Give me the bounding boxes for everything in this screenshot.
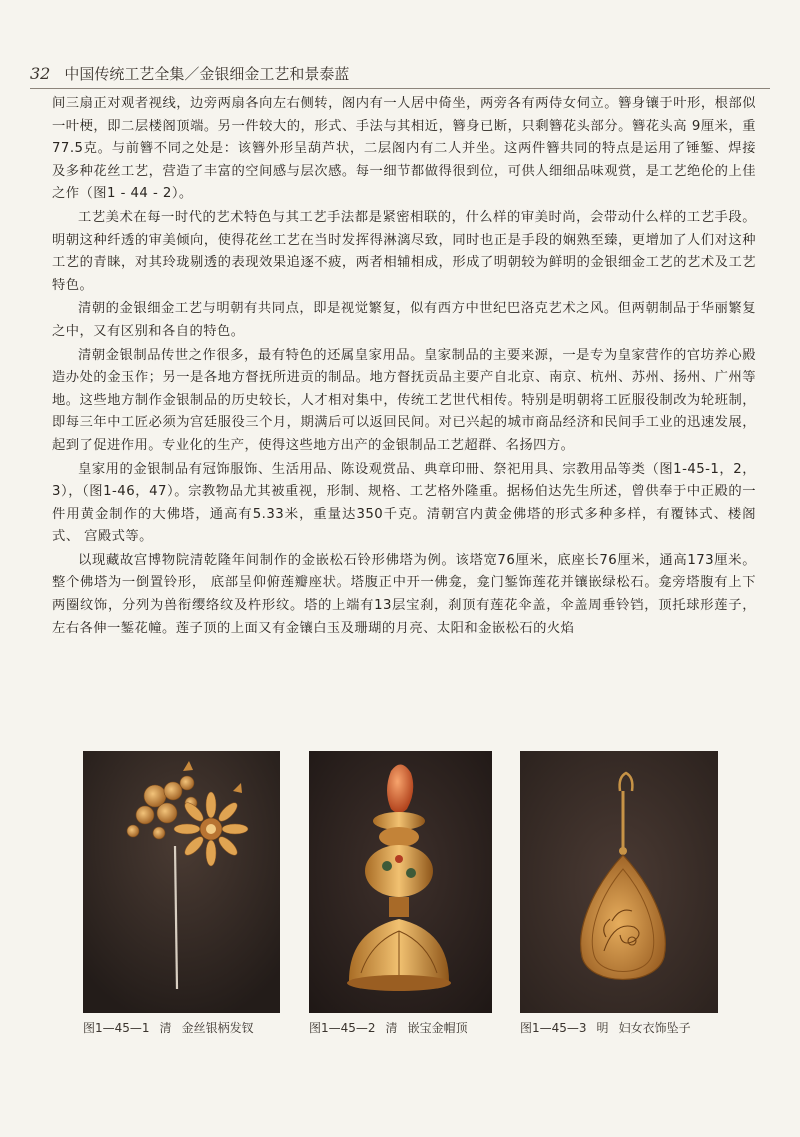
caption-2-dynasty: 清 (385, 1021, 398, 1035)
figure-photo-pendant (520, 751, 718, 1013)
caption-3-dynasty: 明 (596, 1021, 609, 1035)
caption-1-dynasty: 清 (159, 1021, 172, 1035)
caption-2-id: 图1—45—2 (309, 1021, 376, 1035)
caption-3-title: 妇女衣饰坠子 (618, 1021, 691, 1035)
paragraph-3: 清朝的金银细金工艺与明朝有共同点，即是视觉繁复，似有西方中世纪巴洛克艺术之风。但两朝制品于华丽繁复之中，又有区别和各自的特色。 (52, 301, 756, 339)
hairpin-illustration (83, 751, 280, 1013)
page-number: 32 (30, 64, 51, 83)
caption-1-title: 金丝银柄发钗 (181, 1021, 254, 1035)
paragraph-5: 皇家用的金银制品有冠饰服饰、生活用品、陈设观赏品、典章印冊、祭祀用具、宗教用品等类（图1-45-1，2，3），（图1-46，47）。宗教物品尤其被重视，形制、规格、工艺格外隆重。据杨伯达先生所述，曾供奉于中正殿的一件用黄金制作的大佛塔，通高有5.33米，重量达350千克。清朝宫内黄金佛塔的形式多种多样，有覆钵式、楼阁式、 宫殿式等。 (52, 461, 756, 545)
body-text (52, 93, 756, 640)
header-rule (30, 88, 770, 89)
paragraph-2: 工艺美术在每一时代的艺术特色与其工艺手法都是紧密相联的，什么样的审美时尚，会带动什么样的工艺手段。明朝这种纤透的审美倾向，使得花丝工艺在当时发挥得淋漓尽致，同时也正是手段的娴熟至臻，更增加了人们对这种工艺的青睐，对其玲珑剔透的表现效果追逐不疲，两者相辅相成，形成了明朝较为鲜明的金银细金工艺的艺术及工艺特色。 (52, 209, 756, 293)
caption-figure-1 (83, 1020, 264, 1036)
paragraph-1: 间三扇正对观者视线，边旁两扇各向左右侧转，阁内有一人居中倚坐，两旁各有两侍女伺立。簪身镶于叶形，根部似一叶梗，即二层楼阁顶端。另一件较大的，形式、手法与其相近，簪身已断，只剩簪花头部分。簪花头高 9厘米，重77.5克。与前簪不同之处是：该簪外形呈葫芦状，二层阁内有二人并坐。这两件簪共同的特点是运用了锤錾、焊接及多种花丝工艺，营造了丰富的空间感与层次感。每一细节都做得很到位，可供人细细品味观赏，是工艺绝伦的上佳之作（图1 - 44 - 2）。 (52, 96, 756, 202)
pendant-illustration (520, 751, 718, 1013)
caption-1-id: 图1—45—1 (83, 1021, 150, 1035)
hat-finial-illustration (309, 751, 492, 1013)
caption-figure-2 (309, 1020, 478, 1036)
paragraph-6: 以现藏故宫博物院清乾隆年间制作的金嵌松石铃形佛塔为例。该塔宽76厘米，底座长76厘米，通高173厘米。整个佛塔为一倒置铃形， 底部呈仰俯莲瓣座状。塔腹正中开一佛龛，龛门錾饰莲花并镶嵌绿松石。龛旁塔腹有上下两圈纹饰，分列为兽衔缨络纹及杵形纹。塔的上端有13层宝刹，刹顶有莲花伞盖，伞盖周垂铃铛，顶托球形莲子，左右各伸一錾花幢。莲子顶的上面又有金镶白玉及珊瑚的月亮、太阳和金嵌松石的火焰 (52, 552, 756, 636)
figure-photo-hairpin (83, 751, 280, 1013)
figure-photo-hat-finial (309, 751, 492, 1013)
running-title: 中国传统工艺全集／金银细金工艺和景泰蓝 (64, 65, 350, 83)
caption-2-title: 嵌宝金帽顶 (407, 1021, 468, 1035)
caption-figure-3 (520, 1020, 701, 1036)
caption-3-id: 图1—45—3 (520, 1021, 587, 1035)
paragraph-4: 清朝金银制品传世之作很多，最有特色的还属皇家用品。皇家制品的主要来源，一是专为皇家营作的官坊养心殿造办处的金玉作；另一是各地方督抚所进贡的制品。地方督抚贡品主要产自北京、南京、杭州、苏州、扬州、广州等地。这些地方制作金银制品的历史较长，人才相对集中，传统工艺世代相传。特别是明朝将工匠服役制改为轮班制，即每三年中工匠必须为宫廷服役三个月，期满后可以返回民间。对已兴起的城市商品经济和民间手工业的迅速发展，起到了促进作用。专业化的生产，使得这些地方出产的金银制品工艺超群、名扬四方。 (52, 347, 756, 453)
running-header (30, 63, 770, 85)
